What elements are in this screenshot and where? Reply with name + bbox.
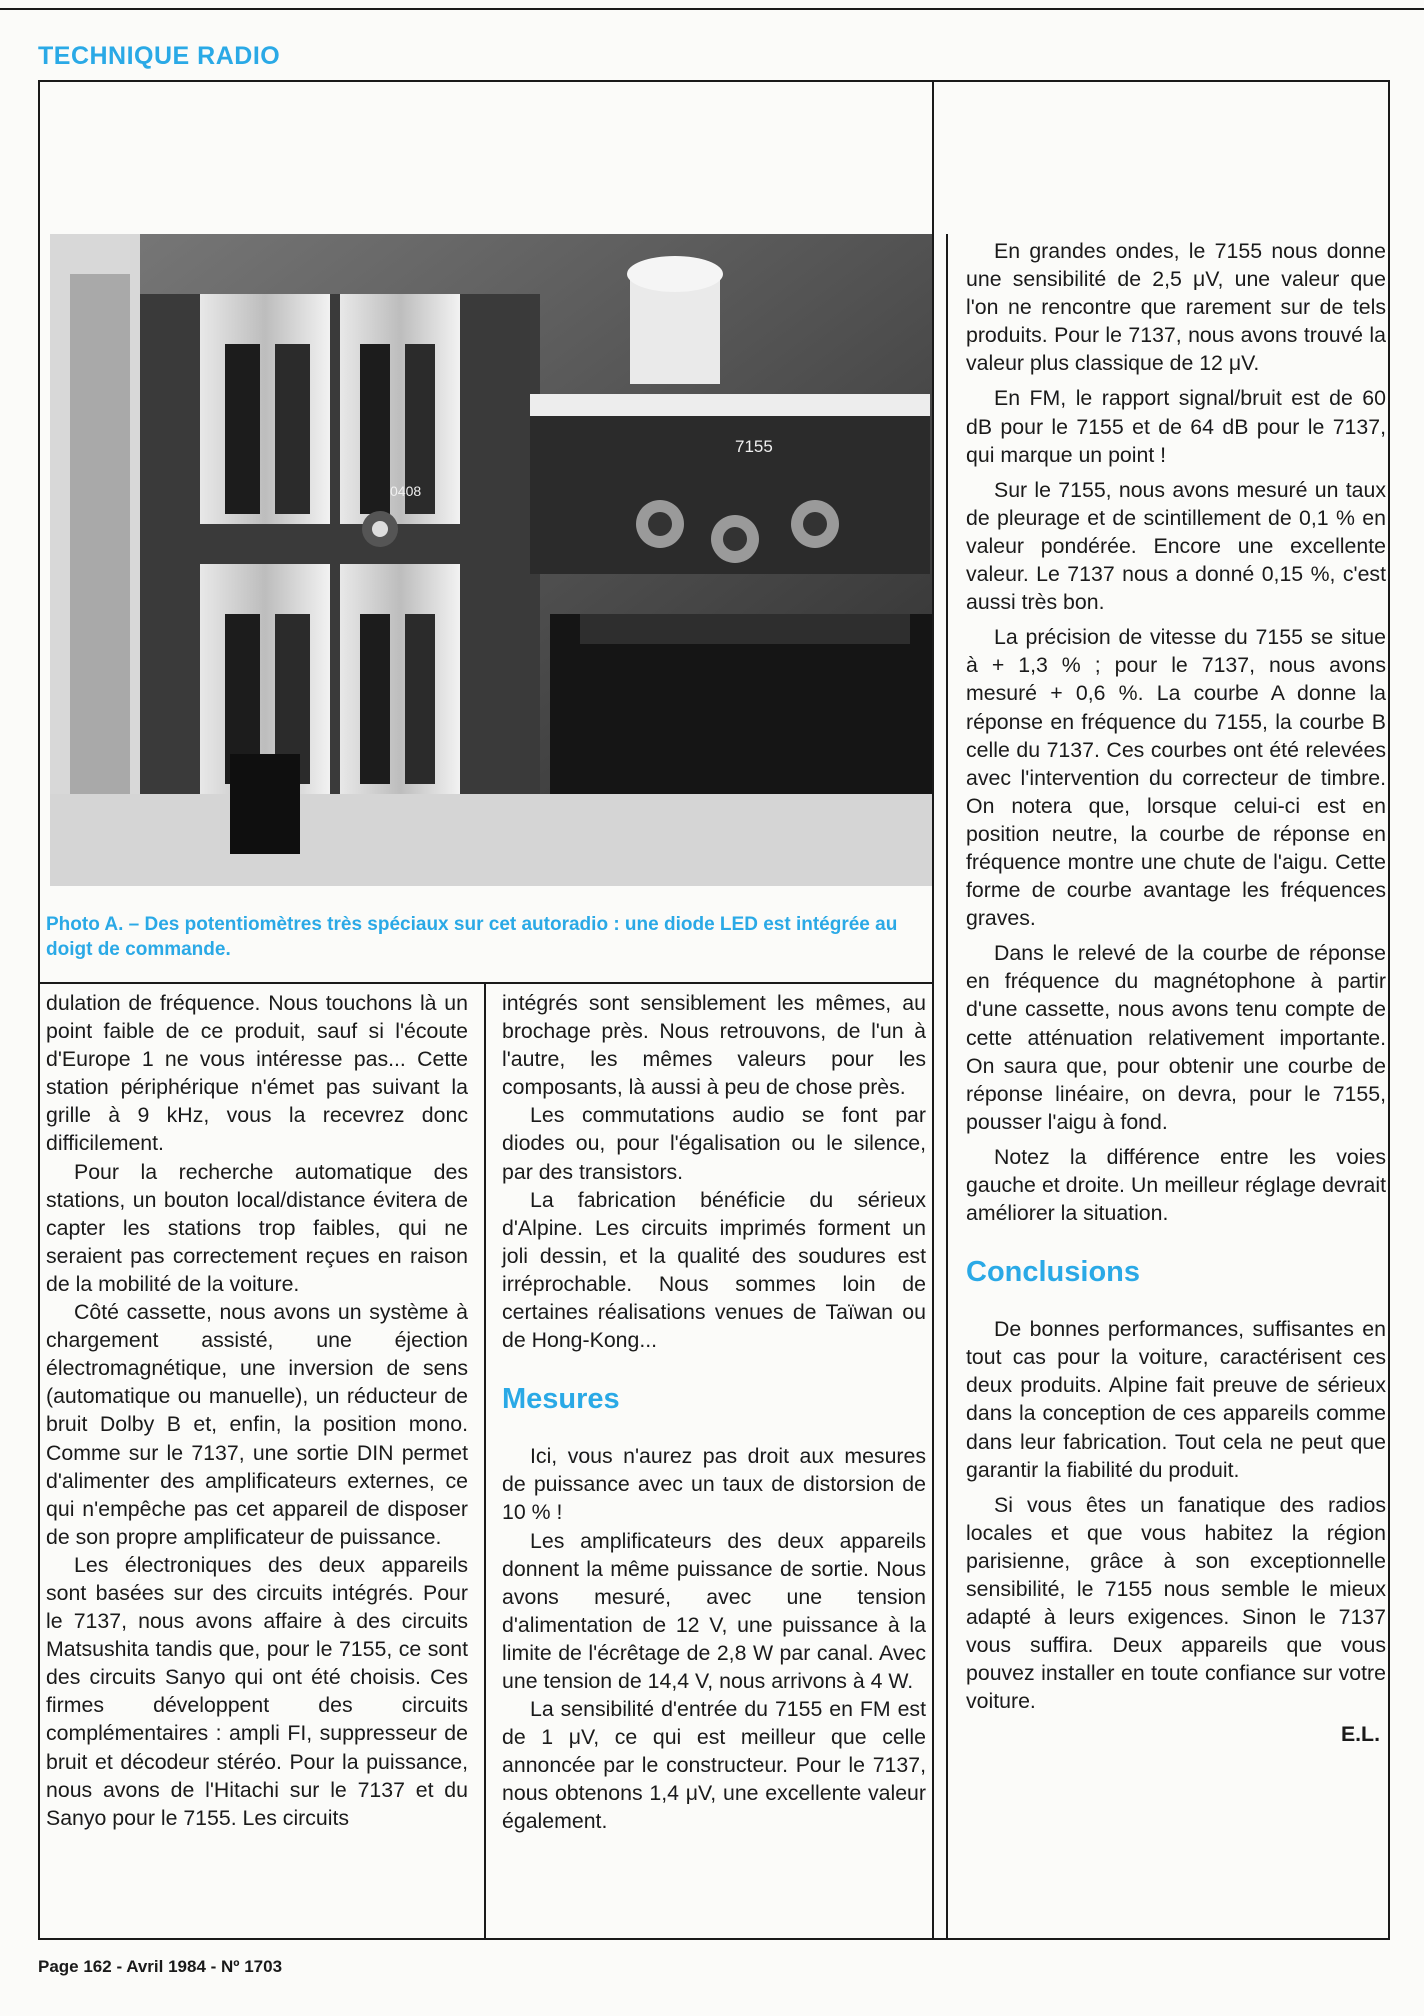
pcb-code: 0408 [390,483,422,499]
caption-divider [38,982,934,984]
heading-conclusions: Conclusions [966,1256,1141,1289]
page-footer: Page 162 - Avril 1984 - Nº 1703 [38,1957,283,1976]
paragraph: Côté cassette, nous avons un système à chargement assisté, une éjection électromagnétique, une inversion de sens (automatique ou manuelle), un réducteur de bruit Dolby B et, enfin, la position mono. Comme sur le 7137, une sortie DIN permet d'alimenter des amplificateurs externes, ce qui n'empêche pas cet appareil de disposer de son propre amplificateur de puissance. [46,1300,468,1549]
paragraph: Sur le 7155, nous avons mesuré un taux de pleurage et de scintillement de 0,1 % en valeur pondérée. Encore une excellente valeur. Le 7137 nous a donné 0,15 %, c'est aussi très bon. [966,477,1386,615]
paragraph: Les électroniques des deux appareils sont basées sur des circuits intégrés. Pour le 7137, nous avons affaire à des circuits Matsushita tandis que, pour le 7155, ce sont des circuits Sanyo qui ont été choisis. Ces firmes développent des circuits complémentaires : ampli FI, suppresseur de bruit et décodeur stéréo. Pour la puissance, nous avons de l'Hitachi sur le 7137 et du Sanyo pour le 7155. Les circuits [46,1552,468,1830]
paragraph: Pour la recherche automatique des stations, un bouton local/distance évitera de capter les stations trop faibles, qui ne seraient pas correctement reçues en raison de la mobilité de la voiture. [46,1159,468,1296]
paragraph: La fabrication bénéficie du sérieux d'Alpine. Les circuits imprimés forment un joli dessin, et la qualité des soudures est irréprochable. Nous sommes loin de certaines réalisations venues de Taïwan ou de Hong-Kong... [502,1187,926,1353]
paragraph: intégrés sont sensiblement les mêmes, au brochage près. Nous retrouvons, de l'un à l'autre, les mêmes valeurs pour les composants, là aussi à peu de chose près. [502,991,926,1100]
paragraph: De bonnes performances, suffisantes en tout cas pour la voiture, caractérisent ces deux produits. Alpine fait preuve de sérieux dans la conception de ces appareils comme dans leur fabrication. Tout cela ne peut que garantir la fiabilité du produit. [966,1317,1386,1482]
paragraph: Ici, vous n'aurez pas droit aux mesures de puissance avec un taux de distorsion de 10 % ! [502,1444,926,1525]
pcb-label: 7155 [735,437,773,456]
paragraph: En grandes ondes, le 7155 nous donne une sensibilité de 2,5 μV, une valeur que l'on ne rencontre que rarement sur de tels produits. Pour le 7137, nous avons trouvé la valeur plus classique de 12 μV. [966,239,1386,376]
paragraph: La précision de vitesse du 7155 se situe à + 1,3 % ; pour le 7137, nous avons mesuré + 0,6 %. La courbe A donne la réponse en fréquence du 7155, la courbe B celle du 7137. Ces courbes ont été relevées avec l'intervention du correcteur de timbre. On notera que, lorsque celui-ci est en position neutre, la courbe de réponse en fréquence montre une chute de l'aigu. Cette forme de courbe avantage les fréquences graves. [966,625,1386,931]
top-rule [0,0,1424,10]
column-divider-2 [932,80,934,1940]
column-divider-2 [946,234,948,1940]
paragraph: En FM, le rapport signal/bruit est de 60 dB pour le 7155 et de 64 dB pour le 7137, qui marque un point ! [966,386,1386,467]
paragraph: Les amplificateurs des deux appareils donnent la même puissance de sortie. Nous avons mesuré, avec une tension d'alimentation de 12 V, une puissance à la limite de l'écrêtage de 2,8 W par canal. Avec une tension de 14,4 V, nous arrivons à 4 W. [502,1528,926,1693]
column-right [966,237,1386,1748]
photo-a [50,234,932,886]
paragraph: Si vous êtes un fanatique des radios locales et que vous habitez la région parisienne, grâce à son exceptionnelle sensibilité, le 7155 nous semble le mieux adapté à leurs exigences. Sinon le 7137 vous suffira. Deux appareils que vous pouvez installer en toute confiance sur votre voiture. [966,1492,1386,1714]
heading-mesures: Mesures [502,1383,620,1416]
paragraph: Dans le relevé de la courbe de réponse en fréquence du magnétophone à partir d'une cassette, nous avons tenu compte de cette atténuation relativement importante. On saura que, pour obtenir une courbe de réponse linéaire, on devra, pour le 7155, pousser l'aigu à fond. [966,941,1386,1134]
column-divider-1 [484,982,486,1940]
paragraph: dulation de fréquence. Nous touchons là un point faible de ce produit, sauf si l'écoute d'Europe 1 ne vous intéresse pas... Cette station périphérique n'émet pas suivant la grille à 9 kHz, vous la recevrez donc difficilement. [46,991,468,1156]
column-left [46,989,468,1832]
paragraph: Notez la différence entre les voies gauche et droite. Un meilleur réglage devrait améliorer la situation. [966,1144,1386,1226]
paragraph: La sensibilité d'entrée du 7155 en FM est de 1 μV, ce qui est meilleur que celle annoncée par le constructeur. Pour le 7137, nous obtenons 1,4 μV, une excellente valeur également. [502,1697,926,1834]
section-header: TECHNIQUE RADIO [38,42,281,70]
autoradio-photo [50,234,932,886]
author-signature: E.L. [1340,1721,1380,1746]
column-middle [502,989,926,1836]
photo-caption: Photo A. – Des potentiomètres très spéciaux sur cet autoradio : une diode LED est intégrée au doigt de commande. [46,914,898,960]
paragraph: Les commutations audio se font par diodes ou, pour l'égalisation ou le silence, par des transistors. [502,1103,926,1184]
